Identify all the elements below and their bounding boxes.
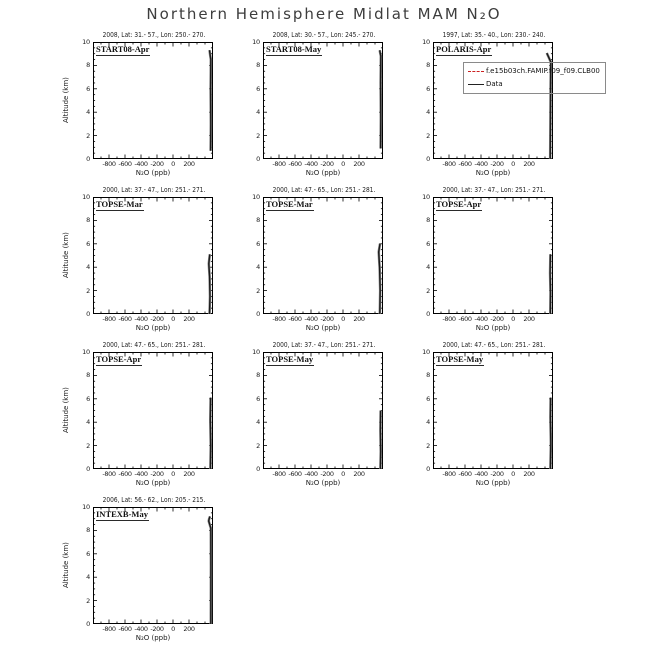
x-tick-label: 200 — [353, 160, 365, 168]
x-tick-label: -800 — [442, 315, 456, 323]
x-tick-label: -800 — [102, 315, 116, 323]
y-tick-label: 10 — [422, 193, 430, 201]
subplot-topse-mar-s — [60, 183, 220, 335]
campaign-label: TOPSE-May — [436, 354, 484, 364]
y-tick-label: 10 — [82, 38, 90, 46]
legend-model-line-sample — [468, 71, 484, 72]
y-axis-title: Altitude (km) — [62, 387, 70, 434]
panel-annotation: 2000, Lat: 47.- 65., Lon: 251.- 281. — [102, 341, 206, 349]
x-tick-label: -200 — [150, 625, 164, 633]
y-tick-label: 8 — [86, 61, 90, 70]
y-axis-title: Altitude (km) — [62, 77, 70, 124]
y-tick-label: 2 — [426, 131, 430, 140]
y-tick-label: 0 — [256, 465, 260, 473]
y-tick-label: 8 — [86, 371, 90, 380]
plot-canvas — [263, 352, 383, 469]
y-tick-label: 6 — [86, 394, 90, 403]
y-tick-label: 2 — [256, 286, 260, 295]
plot-canvas — [263, 197, 383, 314]
x-tick-label: -400 — [304, 470, 318, 478]
x-tick-label: -600 — [458, 160, 472, 168]
campaign-label: TOPSE-Apr — [436, 199, 482, 209]
x-tick-label: 0 — [511, 160, 515, 168]
y-tick-label: 4 — [426, 263, 430, 272]
x-tick-label: 200 — [523, 315, 535, 323]
x-tick-label: -600 — [118, 160, 132, 168]
panel-annotation: 2006, Lat: 56.- 62., Lon: 205.- 215. — [102, 496, 206, 504]
y-tick-label: 10 — [252, 38, 260, 46]
legend-entry — [468, 80, 503, 88]
y-tick-label: 0 — [86, 465, 90, 473]
y-tick-label: 0 — [256, 310, 260, 318]
y-tick-label: 6 — [426, 394, 430, 403]
y-tick-label: 0 — [426, 465, 430, 473]
subplot-intexb-may — [60, 493, 220, 645]
subplot-start08-may — [230, 28, 390, 180]
x-axis-title: N₂O (ppb) — [135, 479, 171, 487]
y-tick-label: 0 — [86, 155, 90, 163]
plot-canvas — [433, 352, 553, 469]
panel-annotation: 2008, Lat: 31.- 57., Lon: 250.- 270. — [102, 31, 206, 39]
x-axis-title: N₂O (ppb) — [135, 324, 171, 332]
x-tick-label: 0 — [171, 470, 175, 478]
y-tick-label: 2 — [86, 131, 90, 140]
x-tick-label: 200 — [183, 160, 195, 168]
x-tick-label: -600 — [118, 625, 132, 633]
x-axis-title: N₂O (ppb) — [305, 324, 341, 332]
x-tick-label: 200 — [183, 470, 195, 478]
subplot-topse-apr-s — [400, 183, 560, 335]
y-tick-label: 10 — [422, 38, 430, 46]
legend-entry-label: Data — [486, 80, 503, 88]
x-axis-title: N₂O (ppb) — [135, 169, 171, 177]
x-tick-label: 200 — [523, 470, 535, 478]
x-tick-label: -800 — [272, 160, 286, 168]
x-axis-title: N₂O (ppb) — [475, 169, 511, 177]
x-tick-label: 0 — [171, 625, 175, 633]
y-tick-label: 4 — [426, 418, 430, 427]
x-tick-label: 200 — [353, 315, 365, 323]
x-tick-label: 200 — [183, 625, 195, 633]
y-tick-label: 10 — [252, 348, 260, 356]
x-tick-label: -400 — [474, 315, 488, 323]
x-tick-label: -800 — [102, 160, 116, 168]
y-tick-label: 0 — [86, 620, 90, 628]
x-axis-title: N₂O (ppb) — [475, 479, 511, 487]
x-tick-label: -200 — [320, 160, 334, 168]
y-tick-label: 4 — [86, 263, 90, 272]
y-tick-label: 6 — [426, 84, 430, 93]
x-tick-label: 0 — [341, 470, 345, 478]
x-tick-label: -400 — [474, 470, 488, 478]
x-tick-label: -600 — [458, 315, 472, 323]
y-tick-label: 4 — [86, 418, 90, 427]
x-tick-label: -600 — [118, 315, 132, 323]
panel-annotation: 1997, Lat: 35.- 40., Lon: 230.- 240. — [442, 31, 546, 39]
plot-canvas — [93, 507, 213, 624]
x-tick-label: -200 — [320, 470, 334, 478]
x-tick-label: -400 — [134, 625, 148, 633]
y-tick-label: 0 — [426, 155, 430, 163]
panel-annotation: 2008, Lat: 30.- 57., Lon: 245.- 270. — [272, 31, 376, 39]
plot-canvas — [93, 42, 213, 159]
x-tick-label: 0 — [341, 315, 345, 323]
y-tick-label: 8 — [256, 371, 260, 380]
y-tick-label: 10 — [82, 193, 90, 201]
x-tick-label: -400 — [474, 160, 488, 168]
subplot-topse-apr-n — [60, 338, 220, 490]
y-tick-label: 4 — [86, 108, 90, 117]
legend-entry — [468, 67, 600, 75]
campaign-label: INTEXB-May — [96, 509, 148, 519]
x-tick-label: -200 — [490, 160, 504, 168]
y-tick-label: 8 — [86, 526, 90, 535]
campaign-label: TOPSE-Apr — [96, 354, 142, 364]
y-tick-label: 8 — [256, 216, 260, 225]
figure-title: Northern Hemisphere Midlat MAM N₂O — [146, 5, 502, 23]
y-tick-label: 6 — [256, 394, 260, 403]
x-tick-label: 0 — [341, 160, 345, 168]
y-tick-label: 6 — [256, 239, 260, 248]
y-tick-label: 10 — [422, 348, 430, 356]
plot-canvas — [433, 197, 553, 314]
x-tick-label: 200 — [353, 470, 365, 478]
legend-box — [463, 62, 606, 94]
x-tick-label: -400 — [134, 315, 148, 323]
campaign-label: POLARIS-Apr — [436, 44, 492, 54]
x-tick-label: -200 — [490, 470, 504, 478]
y-tick-label: 8 — [256, 61, 260, 70]
x-axis-title: N₂O (ppb) — [475, 324, 511, 332]
x-tick-label: -800 — [102, 470, 116, 478]
x-tick-label: -800 — [272, 470, 286, 478]
x-tick-label: -400 — [134, 470, 148, 478]
y-tick-label: 8 — [86, 216, 90, 225]
campaign-label: TOPSE-Mar — [96, 199, 143, 209]
x-tick-label: -400 — [304, 315, 318, 323]
legend-entry-label: f.e15b03ch.FAMIP.f09_f09.CLB00 — [486, 67, 600, 75]
y-tick-label: 8 — [426, 61, 430, 70]
y-tick-label: 4 — [426, 108, 430, 117]
y-tick-label: 6 — [426, 239, 430, 248]
panel-annotation: 2000, Lat: 47.- 65., Lon: 251.- 281. — [442, 341, 546, 349]
panel-annotation: 2000, Lat: 47.- 65., Lon: 251.- 281. — [272, 186, 376, 194]
x-tick-label: -800 — [102, 625, 116, 633]
x-tick-label: -200 — [490, 315, 504, 323]
y-tick-label: 4 — [86, 573, 90, 582]
x-tick-label: 0 — [171, 160, 175, 168]
plot-canvas — [263, 42, 383, 159]
x-tick-label: 0 — [171, 315, 175, 323]
x-axis-title: N₂O (ppb) — [305, 169, 341, 177]
y-tick-label: 2 — [256, 441, 260, 450]
y-axis-title: Altitude (km) — [62, 232, 70, 279]
x-tick-label: -200 — [320, 315, 334, 323]
y-tick-label: 2 — [86, 441, 90, 450]
subplot-topse-mar-n — [230, 183, 390, 335]
x-axis-title: N₂O (ppb) — [305, 479, 341, 487]
y-tick-label: 6 — [86, 84, 90, 93]
y-tick-label: 10 — [82, 348, 90, 356]
subplot-topse-may-n — [400, 338, 560, 490]
panel-annotation: 2000, Lat: 37.- 47., Lon: 251.- 271. — [272, 341, 376, 349]
panel-annotation: 2000, Lat: 37.- 47., Lon: 251.- 271. — [442, 186, 546, 194]
y-tick-label: 8 — [426, 371, 430, 380]
x-tick-label: 200 — [183, 315, 195, 323]
panel-annotation: 2000, Lat: 37.- 47., Lon: 251.- 271. — [102, 186, 206, 194]
x-tick-label: -600 — [118, 470, 132, 478]
y-tick-label: 6 — [256, 84, 260, 93]
x-tick-label: -600 — [458, 470, 472, 478]
x-tick-label: -200 — [150, 315, 164, 323]
x-axis-title: N₂O (ppb) — [135, 634, 171, 642]
x-tick-label: -800 — [272, 315, 286, 323]
x-tick-label: -400 — [304, 160, 318, 168]
y-tick-label: 4 — [256, 108, 260, 117]
plot-canvas — [93, 352, 213, 469]
x-tick-label: -400 — [134, 160, 148, 168]
x-tick-label: 0 — [511, 470, 515, 478]
x-tick-label: -600 — [288, 160, 302, 168]
legend-data-line-sample — [468, 84, 484, 85]
y-tick-label: 6 — [86, 549, 90, 558]
y-tick-label: 0 — [86, 310, 90, 318]
x-tick-label: -800 — [442, 160, 456, 168]
x-tick-label: -200 — [150, 470, 164, 478]
campaign-label: TOPSE-May — [266, 354, 314, 364]
y-tick-label: 2 — [426, 441, 430, 450]
x-tick-label: -600 — [288, 315, 302, 323]
y-tick-label: 4 — [256, 263, 260, 272]
plot-canvas — [93, 197, 213, 314]
y-tick-label: 0 — [256, 155, 260, 163]
campaign-label: TOPSE-Mar — [266, 199, 313, 209]
campaign-label: START08-May — [266, 44, 322, 54]
y-tick-label: 10 — [82, 503, 90, 511]
campaign-label: START08-Apr — [96, 44, 150, 54]
x-tick-label: -200 — [150, 160, 164, 168]
x-tick-label: -800 — [442, 470, 456, 478]
y-tick-label: 4 — [256, 418, 260, 427]
y-tick-label: 2 — [426, 286, 430, 295]
subplot-topse-may-s — [230, 338, 390, 490]
y-tick-label: 0 — [426, 310, 430, 318]
y-tick-label: 6 — [86, 239, 90, 248]
y-tick-label: 2 — [86, 596, 90, 605]
y-tick-label: 10 — [252, 193, 260, 201]
x-tick-label: -600 — [288, 470, 302, 478]
plot-canvas — [433, 42, 553, 159]
y-tick-label: 8 — [426, 216, 430, 225]
x-tick-label: 200 — [523, 160, 535, 168]
subplot-start08-apr — [60, 28, 220, 180]
y-axis-title: Altitude (km) — [62, 542, 70, 589]
subplot-polaris-apr — [400, 28, 600, 180]
y-tick-label: 2 — [256, 131, 260, 140]
y-tick-label: 2 — [86, 286, 90, 295]
x-tick-label: 0 — [511, 315, 515, 323]
